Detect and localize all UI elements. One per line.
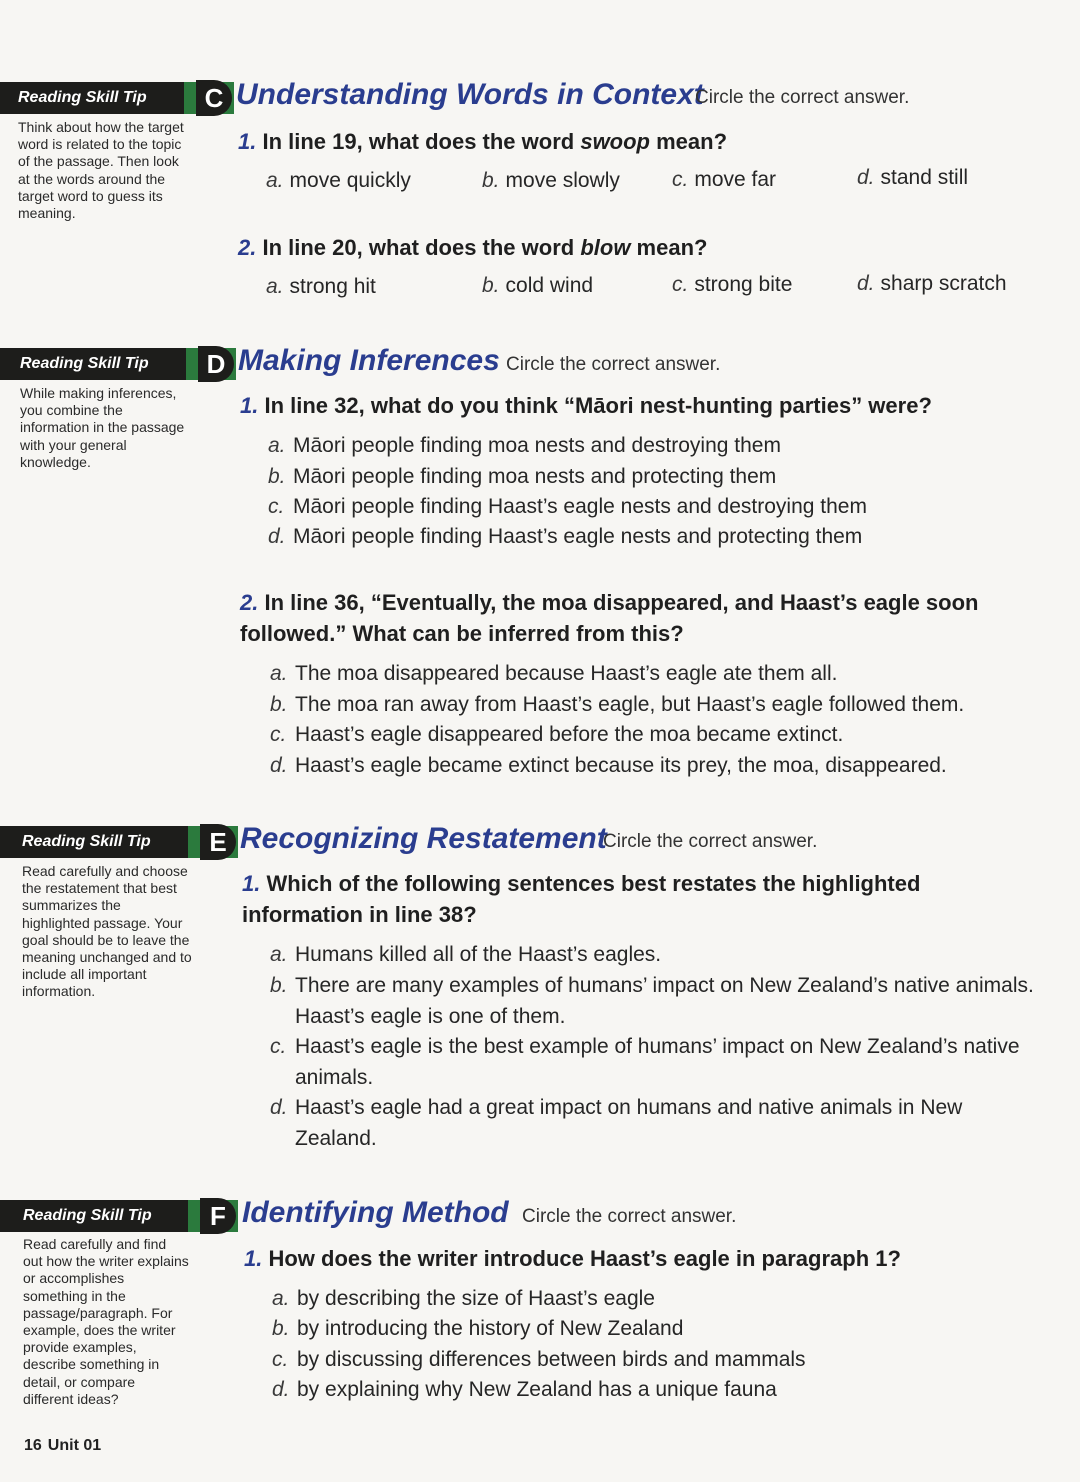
answer-option[interactable]: d. by explaining why New Zealand has a unique fauna xyxy=(272,1378,777,1401)
tip-body: While making inferences, you combine the information in the passage with your general knowledge. xyxy=(20,385,185,470)
section-letter: F xyxy=(200,1198,236,1234)
tip-title: Reading Skill Tip xyxy=(22,833,151,850)
section-letter: C xyxy=(196,80,232,116)
question-text: In line 32, what do you think “Māori nest-hunting parties” were? xyxy=(264,393,932,418)
answer-option[interactable]: b. There are many examples of humans’ impact on New Zealand’s native animals. Haast’s eagle is one of them. xyxy=(270,974,1034,1028)
answer-option[interactable]: c. strong bite xyxy=(672,273,793,296)
question xyxy=(240,587,1020,649)
answer-option[interactable]: b. by introducing the history of New Zealand xyxy=(272,1317,684,1340)
tip-title: Reading Skill Tip xyxy=(18,89,147,106)
question xyxy=(244,1243,1044,1274)
question xyxy=(238,232,1038,263)
question xyxy=(238,126,1038,157)
tip-title: Reading Skill Tip xyxy=(20,355,149,372)
reading-skill-tip-bar xyxy=(0,826,236,858)
tip-body: Think about how the target word is related to the topic of the passage. Then look at the words around the target word to guess its meaning. xyxy=(18,119,184,222)
question-text: In line 19, what does the word swoop mean? xyxy=(262,129,728,154)
answer-option[interactable]: a. The moa disappeared because Haast’s eagle ate them all. xyxy=(270,662,838,685)
section-title: Understanding Words in Context xyxy=(236,78,704,111)
question-text: In line 20, what does the word blow mean? xyxy=(262,235,708,260)
question-text: Which of the following sentences best restates the highlighted information in line 38? xyxy=(242,871,921,927)
tip-body: Read carefully and choose the restatement that best summarizes the highlighted passage. Your goal should be to leave the meaning unchanged and to include all important information. xyxy=(22,863,192,1000)
question-number: 1. xyxy=(244,1246,263,1271)
answer-option[interactable]: d. Haast’s eagle had a great impact on humans and native animals in New Zealand. xyxy=(270,1096,963,1150)
answer-option[interactable]: a. by describing the size of Haast’s eagle xyxy=(272,1287,655,1310)
answer-option[interactable]: b. The moa ran away from Haast’s eagle, but Haast’s eagle followed them. xyxy=(270,693,965,716)
question xyxy=(240,390,1040,421)
answer-option[interactable]: c. Māori people finding Haast’s eagle nests and destroying them xyxy=(268,495,867,518)
question-number: 2. xyxy=(238,235,257,260)
tip-body: Read carefully and find out how the writer explains or accomplishes something in the passage/paragraph. For example, does the writer provide examples, describe something in detail, or compare different ideas? xyxy=(23,1236,189,1407)
answer-option[interactable]: c. move far xyxy=(672,168,777,191)
reading-skill-tip-bar xyxy=(0,348,234,380)
section-letter: D xyxy=(198,346,234,382)
question-number: 1. xyxy=(240,393,259,418)
answer-option[interactable]: a. strong hit xyxy=(266,275,376,298)
answer-option[interactable]: b. cold wind xyxy=(482,274,594,297)
answer-option[interactable]: d. stand still xyxy=(857,166,969,189)
section-title: Making Inferences xyxy=(238,344,500,377)
answer-option[interactable]: b. Māori people finding moa nests and protecting them xyxy=(268,465,777,488)
question-text: How does the writer introduce Haast’s eagle in paragraph 1? xyxy=(268,1246,901,1271)
answer-option[interactable]: d. Māori people finding Haast’s eagle nests and protecting them xyxy=(268,525,863,548)
answer-option[interactable]: c. by discussing differences between birds and mammals xyxy=(272,1348,806,1371)
question-number: 1. xyxy=(242,871,261,896)
instruction: Circle the correct answer. xyxy=(695,87,910,108)
answer-option[interactable]: a. move quickly xyxy=(266,169,411,192)
instruction: Circle the correct answer. xyxy=(522,1206,737,1227)
question-number: 2. xyxy=(240,590,259,615)
tip-title: Reading Skill Tip xyxy=(23,1207,152,1224)
section-title: Identifying Method xyxy=(242,1196,509,1229)
unit-label: Unit 01 xyxy=(47,1437,102,1454)
answer-option[interactable]: c. Haast’s eagle is the best example of humans’ impact on New Zealand’s native animals. xyxy=(270,1035,1020,1089)
page-footer xyxy=(24,1437,107,1455)
question-number: 1. xyxy=(238,129,257,154)
question xyxy=(242,868,962,930)
reading-skill-tip-bar xyxy=(0,82,232,114)
answer-option[interactable]: b. move slowly xyxy=(482,169,620,192)
section-letter: E xyxy=(200,824,236,860)
answer-option[interactable]: c. Haast’s eagle disappeared before the moa became extinct. xyxy=(270,723,844,746)
reading-skill-tip-bar xyxy=(0,1200,236,1232)
section-title: Recognizing Restatement xyxy=(240,822,607,855)
instruction: Circle the correct answer. xyxy=(506,354,721,375)
answer-option[interactable]: d. sharp scratch xyxy=(857,272,1007,295)
answer-option[interactable]: d. Haast’s eagle became extinct because its prey, the moa, disappeared. xyxy=(270,754,947,777)
question-text: In line 36, “Eventually, the moa disappeared, and Haast’s eagle soon followed.” What can be inferred from this? xyxy=(240,590,979,646)
page-number: 16 xyxy=(24,1437,42,1454)
answer-option[interactable]: a. Humans killed all of the Haast’s eagles. xyxy=(270,943,662,966)
instruction: Circle the correct answer. xyxy=(603,831,818,852)
answer-option[interactable]: a. Māori people finding moa nests and destroying them xyxy=(268,434,781,457)
